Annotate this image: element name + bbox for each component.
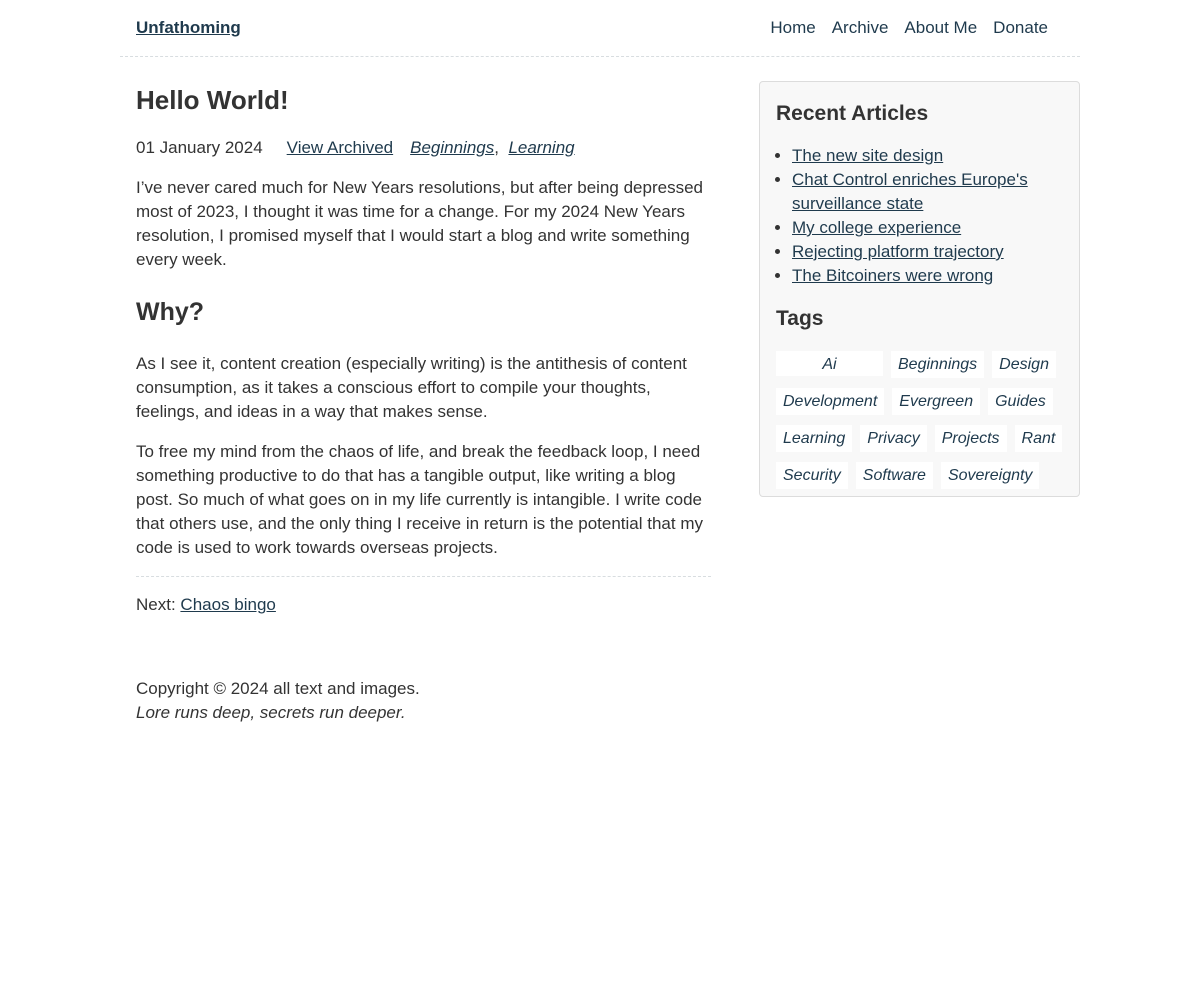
post-paragraph-2: As I see it, content creation (especially writing) is the antithesis of content consumption, as it takes a conscious effort to compile your thoughts, feelings, and ideas in a way that makes sense.: [136, 354, 687, 421]
main-nav: [770, 16, 1048, 40]
tag-design[interactable]: Design: [992, 351, 1056, 378]
nav-about-me[interactable]: About Me: [904, 18, 978, 37]
tag-rant[interactable]: Rant: [1015, 425, 1063, 452]
tag-cloud: [776, 351, 1063, 489]
footer-tagline: Lore runs deep, secrets run deeper.: [136, 703, 406, 722]
tag-separator: ,: [494, 138, 499, 157]
post-tag-learning[interactable]: Learning: [508, 138, 575, 157]
post-meta: [136, 136, 711, 160]
recent-article-link[interactable]: My college experience: [792, 218, 962, 237]
list-item: [792, 168, 1063, 216]
next-label: Next:: [136, 595, 176, 614]
copyright-text: Copyright © 2024 all text and images.: [136, 679, 420, 698]
post-title: Hello World!: [136, 85, 289, 115]
tag-security[interactable]: Security: [776, 462, 848, 489]
tags-heading: Tags: [776, 307, 824, 330]
recent-articles-heading: Recent Articles: [776, 102, 929, 125]
recent-article-link[interactable]: Rejecting platform trajectory: [792, 242, 1004, 261]
post-tags: [410, 136, 574, 160]
tag-software[interactable]: Software: [856, 462, 933, 489]
post-tag-beginnings[interactable]: Beginnings: [410, 138, 495, 157]
recent-article-link[interactable]: The new site design: [792, 146, 944, 165]
post-paragraph-1: I’ve never cared much for New Years resolutions, but after being depressed most of 2023, I thought it was time for a change. For my 2024 New Years resolution, I promised myself that I would start a blog and write something every week.: [136, 178, 703, 269]
nav-home[interactable]: Home: [770, 18, 816, 37]
sidebar: [759, 81, 1080, 497]
nav-donate[interactable]: Donate: [993, 18, 1048, 37]
post-paragraph-3: To free my mind from the chaos of life, and break the feedback loop, I need something productive to do that has a tangible output, like writing a blog post. So much of what goes on in my life currently is intangible. I write code that others use, and the only thing I receive in return is the potential that my code is used to work towards overseas projects.: [136, 442, 703, 557]
tag-development[interactable]: Development: [776, 388, 884, 415]
list-item: [792, 240, 1063, 264]
post-divider: [136, 576, 711, 577]
tag-learning[interactable]: Learning: [776, 425, 852, 452]
tag-ai[interactable]: Ai: [776, 351, 883, 376]
next-post: [136, 593, 711, 617]
next-post-link[interactable]: Chaos bingo: [180, 595, 276, 614]
site-header: [120, 0, 1080, 57]
tag-sovereignty[interactable]: Sovereignty: [941, 462, 1040, 489]
recent-articles-list: [776, 144, 1063, 288]
tag-guides[interactable]: Guides: [988, 388, 1053, 415]
tag-projects[interactable]: Projects: [935, 425, 1007, 452]
article: [136, 80, 711, 617]
tag-beginnings[interactable]: Beginnings: [891, 351, 984, 378]
recent-article-link[interactable]: Chat Control enriches Europe's surveillance state: [792, 170, 1028, 213]
list-item: [792, 144, 1063, 168]
heading-why: Why?: [136, 298, 205, 326]
site-title-link[interactable]: Unfathoming: [136, 18, 241, 37]
view-archived-link[interactable]: View Archived: [286, 138, 394, 157]
list-item: [792, 216, 1063, 240]
tag-privacy[interactable]: Privacy: [860, 425, 926, 452]
post-date: 01 January 2024: [136, 138, 263, 157]
nav-archive[interactable]: Archive: [831, 18, 889, 37]
list-item: [792, 264, 1063, 288]
recent-article-link[interactable]: The Bitcoiners were wrong: [792, 266, 994, 285]
tag-evergreen[interactable]: Evergreen: [892, 388, 980, 415]
site-footer: [136, 677, 711, 725]
